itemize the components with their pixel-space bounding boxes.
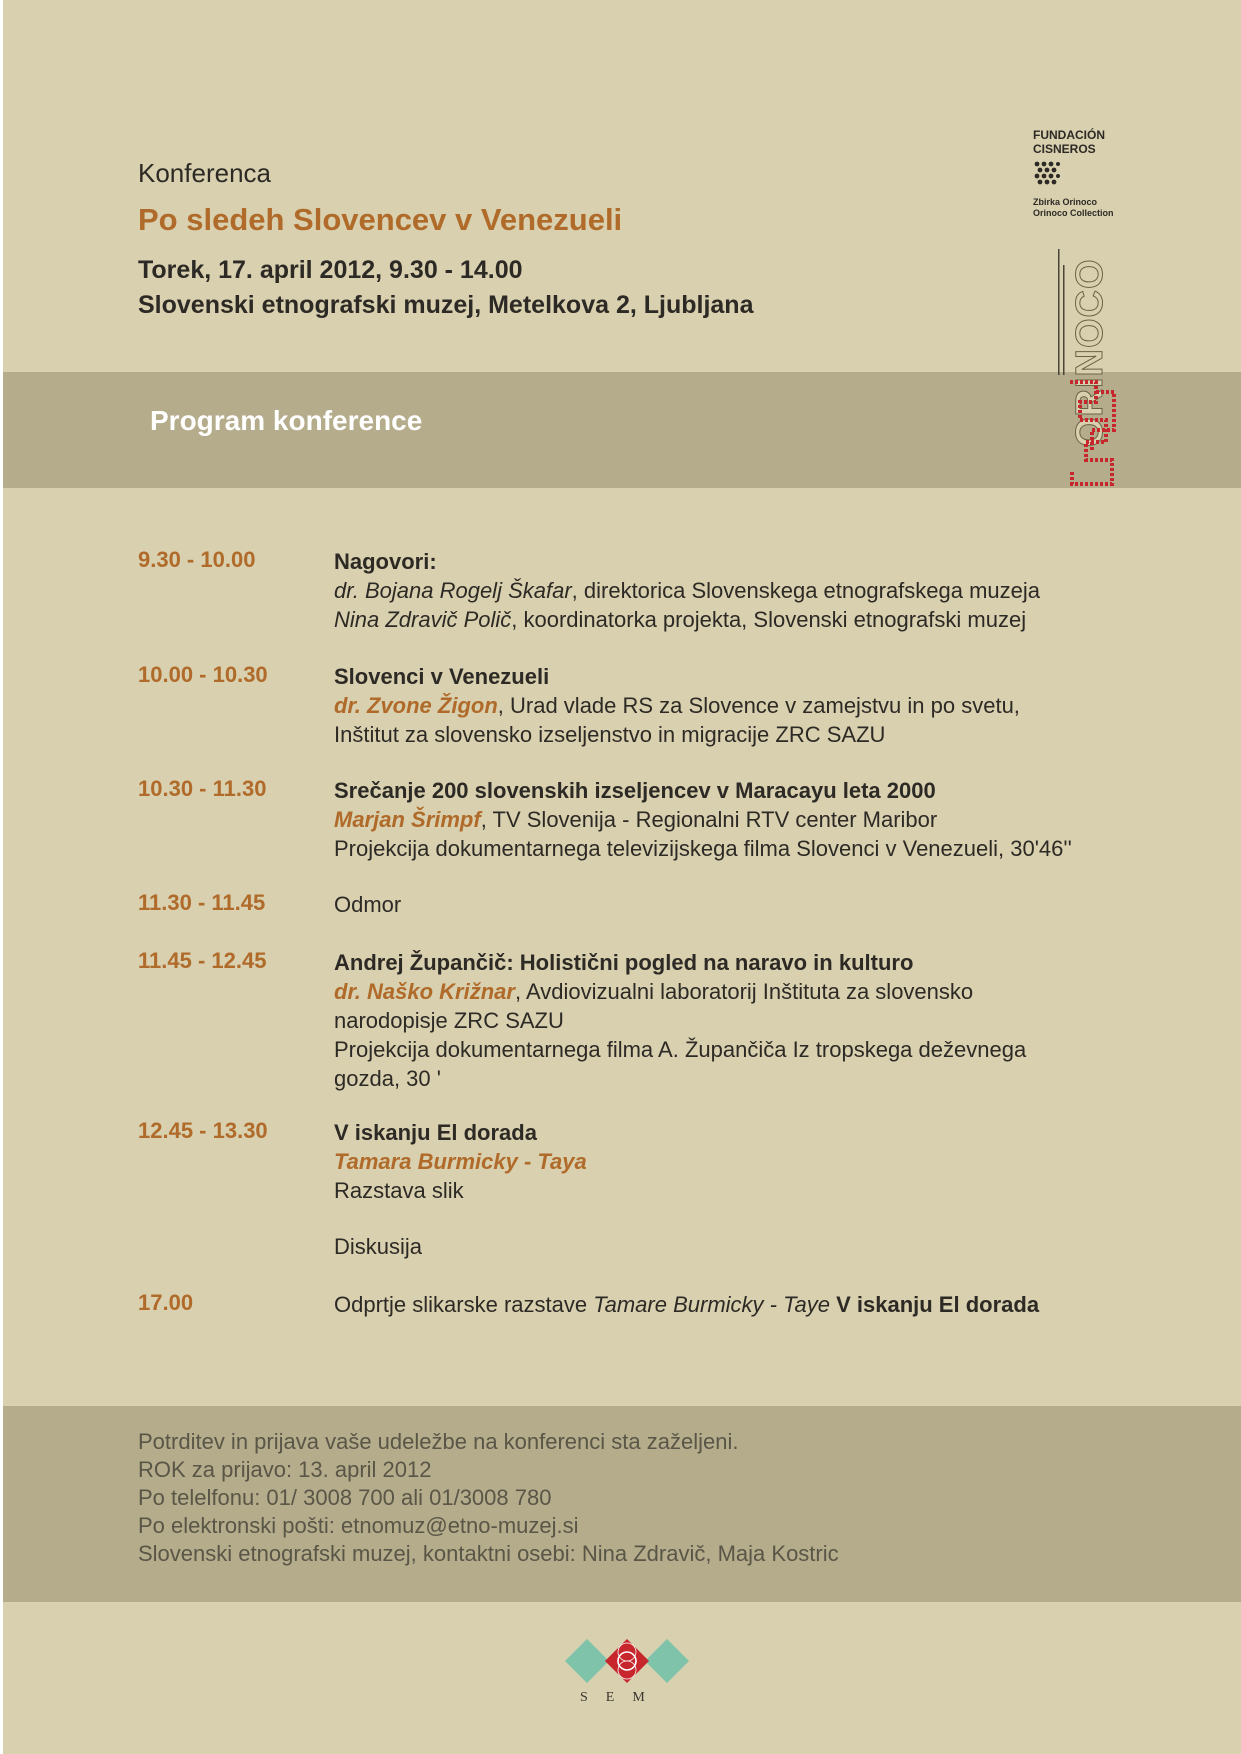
program-description (334, 662, 1214, 749)
program-line: Marjan Šrimpf, TV Slovenija - Regionalni RTV center Maribor (334, 807, 938, 832)
program-description (334, 1118, 1214, 1261)
program-time: 11.30 - 11.45 (138, 890, 266, 915)
program-discussion: Diskusija (334, 1234, 423, 1259)
fundacion-cisneros-logo: FUNDACIÓN CISNEROS (1033, 128, 1105, 156)
program-break: Odmor (334, 892, 402, 917)
program-line: Projekcija dokumentarnega televizijskega filma Slovenci v Venezueli, 30'46'' (334, 836, 1072, 861)
speaker-name: Tamara Burmicky - Taya (334, 1149, 587, 1174)
footer-line: Po elektronski pošti: etnomuz@etno-muzej.si (138, 1513, 579, 1538)
program-time: 17.00 (138, 1290, 194, 1315)
program-time: 10.00 - 10.30 (138, 662, 268, 687)
program-line: Projekcija dokumentarnega filma A. Župančiča Iz tropskega deževnega (334, 1037, 1027, 1062)
program-description (334, 948, 1214, 1093)
program-title: Srečanje 200 slovenskih izseljencev v Maracayu leta 2000 (334, 778, 936, 803)
speaker-name: dr. Zvone Žigon (334, 693, 498, 718)
speaker-name: Marjan Šrimpf (334, 807, 481, 832)
footer-line: ROK za prijavo: 13. april 2012 (138, 1457, 432, 1482)
program-time: 11.45 - 12.45 (138, 948, 267, 973)
program-description (334, 890, 1214, 919)
program-line: Inštitut za slovensko izseljenstvo in migracije ZRC SAZU (334, 722, 886, 747)
poster (3, 0, 1241, 1754)
program-line: Nina Zdravič Polič, koordinatorka projekta, Slovenski etnografski muzej (334, 607, 1027, 632)
program-title: Slovenci v Venezueli (334, 664, 550, 689)
orinoco-collection-label: Zbirka Orinoco Orinoco Collection (1033, 197, 1114, 218)
footer-line: Slovenski etnografski muzej, kontaktni osebi: Nina Zdravič, Maja Kostric (138, 1541, 839, 1566)
date-venue (138, 253, 753, 323)
program-description: Odprtje slikarske razstave Tamare Burmicky - Taye V iskanju El dorada (334, 1292, 1040, 1317)
orinoco-vertical-title: ORINOCO (1069, 258, 1111, 447)
sem-logo-icon (563, 1637, 691, 1687)
sem-logo-text: SEM (580, 1690, 663, 1705)
venue-line: Slovenski etnografski muzej, Metelkova 2, Ljubljana (138, 291, 754, 319)
speaker-name: dr. Naško Križnar (334, 979, 515, 1004)
program-time: 9.30 - 10.00 (138, 547, 256, 572)
program-title: Andrej Župančič: Holistični pogled na naravo in kulturo (334, 950, 914, 975)
program-line: dr. Zvone Žigon, Urad vlade RS za Slovence v zamejstvu in po svetu, (334, 693, 1020, 718)
date-line: Torek, 17. april 2012, 9.30 - 14.00 (138, 256, 523, 284)
program-time: 12.45 - 13.30 (138, 1118, 268, 1143)
footer-line: Potrditev in prijava vaše udeležbe na konferenci sta zaželjeni. (138, 1429, 739, 1454)
program-line: gozda, 30 ' (334, 1066, 441, 1091)
fundacion-dots-icon (1034, 161, 1060, 185)
registration-info (138, 1428, 839, 1568)
program-description (334, 776, 1214, 863)
program-line: dr. Naško Križnar, Avdiovizualni laboratorij Inštituta za slovensko (334, 979, 974, 1004)
orinoco-pattern-icon (1066, 380, 1118, 490)
program-title: V iskanju El dorada (334, 1120, 537, 1145)
program-description (334, 547, 1214, 634)
conference-label: Konferenca (138, 158, 271, 188)
program-line: narodopisje ZRC SAZU (334, 1008, 564, 1033)
program-title: Nagovori: (334, 549, 437, 574)
program-time: 10.30 - 11.30 (138, 776, 267, 801)
program-line: dr. Bojana Rogelj Škafar, direktorica Slovenskega etnografskega muzeja (334, 578, 1041, 603)
conference-title: Po sledeh Slovencev v Venezueli (138, 202, 623, 237)
program-line: Razstava slik (334, 1178, 464, 1203)
orinoco-subtitle-texture (1056, 245, 1076, 375)
program-heading: Program konference (150, 405, 423, 436)
footer-line: Po telelfonu: 01/ 3008 700 ali 01/3008 780 (138, 1485, 552, 1510)
